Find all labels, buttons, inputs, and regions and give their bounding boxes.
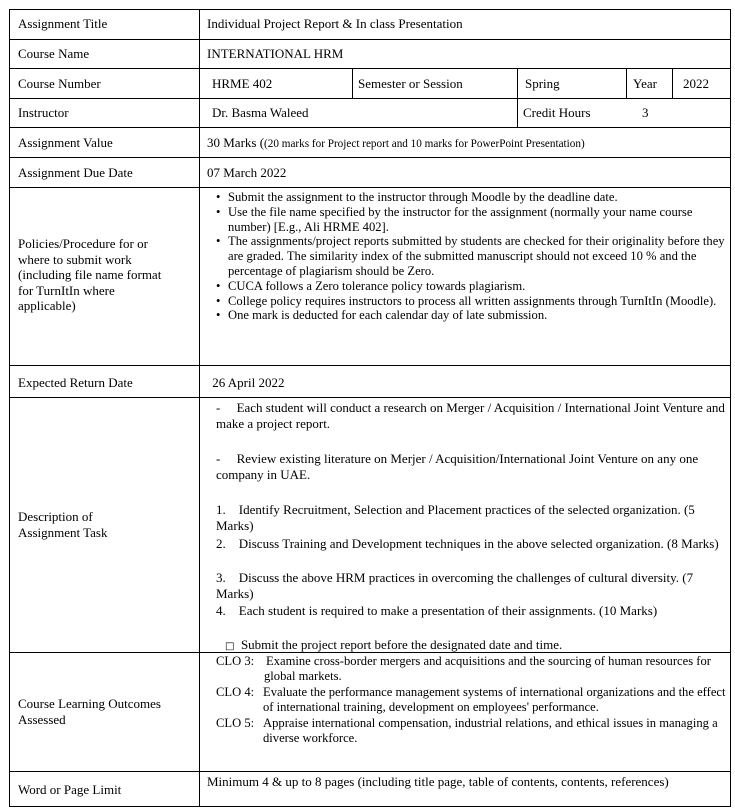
column-divider bbox=[352, 68, 353, 98]
policies-label-line: where to submit work bbox=[18, 251, 132, 267]
course-number-value: HRME 402 bbox=[212, 76, 273, 91]
policies-label bbox=[18, 236, 198, 314]
policy-item bbox=[214, 294, 726, 309]
policy-text: Submit the assignment to the instructor through Moodle by the deadline date. bbox=[228, 190, 618, 204]
row-word-limit bbox=[9, 771, 731, 807]
policy-item bbox=[214, 205, 726, 235]
description-label-line: Description of bbox=[18, 509, 93, 524]
assignment-cover-table bbox=[9, 9, 731, 807]
row-assignment-value bbox=[9, 127, 731, 157]
policies-list bbox=[214, 190, 726, 323]
semester-label: Semester or Session bbox=[358, 76, 463, 91]
task-item-4: 4. Each student is required to make a presentation of their assignments. (10 Marks) bbox=[216, 603, 658, 618]
submit-note-text: Submit the project report before the designated date and time. bbox=[234, 637, 563, 652]
outcome-code: CLO 3: bbox=[216, 654, 255, 668]
description-para-2: - Review existing literature on Merjer / Acquisition/International Joint Venture on any one company in UAE. bbox=[216, 451, 702, 482]
outcome-text: Appraise international compensation, industrial relations, and ethical issues in managing a diverse workforce. bbox=[263, 716, 718, 745]
outcome-item bbox=[216, 654, 728, 683]
outcome-text bbox=[264, 654, 728, 683]
policies-label-line: applicable) bbox=[18, 298, 76, 313]
row-course-number bbox=[9, 68, 731, 98]
outcomes-label-line: Assessed bbox=[18, 712, 66, 727]
outcome-text-content: Examine cross-border mergers and acquisitions and the sourcing of human resources for global markets. bbox=[264, 654, 711, 683]
word-limit-value: Minimum 4 & up to 8 pages (including title page, table of contents, contents, references) bbox=[207, 774, 669, 789]
due-date-label: Assignment Due Date bbox=[18, 165, 133, 180]
policy-item bbox=[214, 279, 726, 294]
bullet-icon: • bbox=[216, 234, 221, 249]
outcome-text: Evaluate the performance management systems of international organizations and the effect of international training, development on employees' performance. bbox=[263, 685, 726, 714]
column-divider bbox=[199, 9, 200, 807]
outcome-code: CLO 5: bbox=[216, 716, 255, 731]
policy-text: One mark is deducted for each calendar day of late submission. bbox=[228, 308, 548, 323]
row-course-name bbox=[9, 39, 731, 68]
assignment-title-value: Individual Project Report & In class Presentation bbox=[207, 16, 463, 31]
course-name-label: Course Name bbox=[18, 46, 90, 61]
instructor-label: Instructor bbox=[18, 105, 69, 120]
return-date-value: 26 April 2022 bbox=[209, 375, 285, 390]
task-item-3: 3. Discuss the above HRM practices in overcoming the challenges of cultural diversity. (7 Marks) bbox=[216, 570, 697, 601]
description-para-1: - Each student will conduct a research on Merger / Acquisition / International Joint Venture and make a project report. bbox=[216, 400, 729, 431]
row-learning-outcomes bbox=[9, 652, 731, 771]
course-name-value: INTERNATIONAL HRM bbox=[207, 46, 344, 61]
outcomes-label bbox=[18, 696, 161, 728]
instructor-value: Dr. Basma Waleed bbox=[212, 105, 309, 120]
column-divider bbox=[626, 68, 627, 98]
policy-text: The assignments/project reports submitted by students are checked for their originality before they are graded. The similarity index of the submitted manuscript should not exceed 10 % and the percentage of plagiarism should be Zero. bbox=[228, 234, 725, 278]
policies-label-line: for TurnItIn where bbox=[18, 282, 115, 298]
task-item-2: 2. Discuss Training and Development techniques in the above selected organization. (8 Marks) bbox=[216, 536, 719, 551]
word-limit-label: Word or Page Limit bbox=[18, 782, 122, 797]
description-label bbox=[18, 509, 108, 541]
policies-label-line: (including file name format bbox=[18, 267, 162, 282]
column-divider bbox=[517, 68, 518, 127]
policy-text: College policy requires instructors to process all written assignments through TurnItIn (Moodle). bbox=[228, 293, 717, 308]
outcome-item bbox=[216, 716, 728, 745]
assignment-value-label: Assignment Value bbox=[18, 135, 113, 150]
checkbox-icon: □ bbox=[225, 641, 235, 652]
row-assignment-title bbox=[9, 9, 731, 39]
policy-text: Use the file name specified by the instructor for the assignment (normally your name course number) [E.g., Ali HRME 402]. bbox=[228, 204, 693, 234]
credit-hours-value: 3 bbox=[642, 105, 649, 120]
bullet-icon: • bbox=[216, 204, 221, 219]
return-date-label: Expected Return Date bbox=[18, 375, 133, 390]
column-divider bbox=[672, 68, 673, 98]
row-policies bbox=[9, 187, 731, 365]
policy-item bbox=[214, 190, 726, 205]
bullet-icon: • bbox=[216, 293, 221, 308]
policy-text: CUCA follows a Zero tolerance policy towards plagiarism. bbox=[228, 278, 526, 293]
credit-hours-label: Credit Hours bbox=[523, 105, 591, 120]
outcome-code: CLO 4: bbox=[216, 685, 255, 700]
row-description bbox=[9, 397, 731, 652]
assignment-title-label: Assignment Title bbox=[18, 16, 108, 31]
description-label-line: Assignment Task bbox=[18, 525, 108, 540]
policy-item bbox=[214, 308, 726, 323]
assignment-value-main: 30 Marks ( bbox=[207, 135, 265, 150]
assignment-value-detail: (20 marks for Project report and 10 marks for PowerPoint Presentation) bbox=[264, 138, 585, 150]
outcomes-label-line: Course Learning Outcomes bbox=[18, 696, 161, 711]
bullet-icon: • bbox=[216, 308, 221, 323]
semester-value: Spring bbox=[525, 76, 560, 91]
course-number-label: Course Number bbox=[18, 76, 101, 91]
due-date-value: 07 March 2022 bbox=[207, 165, 287, 180]
assignment-value-value bbox=[207, 135, 585, 153]
outcomes-list bbox=[216, 654, 728, 746]
policy-item bbox=[214, 234, 726, 278]
bullet-icon: • bbox=[216, 190, 221, 204]
task-item-1: 1. Identify Recruitment, Selection and Placement practices of the selected organization. (5 Marks) bbox=[216, 502, 699, 533]
policies-label-line: Policies/Procedure for or bbox=[18, 236, 148, 251]
row-return-date bbox=[9, 365, 731, 397]
year-value: 2022 bbox=[683, 76, 709, 91]
outcome-item bbox=[216, 685, 728, 714]
bullet-icon: • bbox=[216, 278, 221, 293]
year-label: Year bbox=[633, 76, 657, 91]
row-instructor bbox=[9, 98, 731, 127]
row-due-date bbox=[9, 157, 731, 187]
